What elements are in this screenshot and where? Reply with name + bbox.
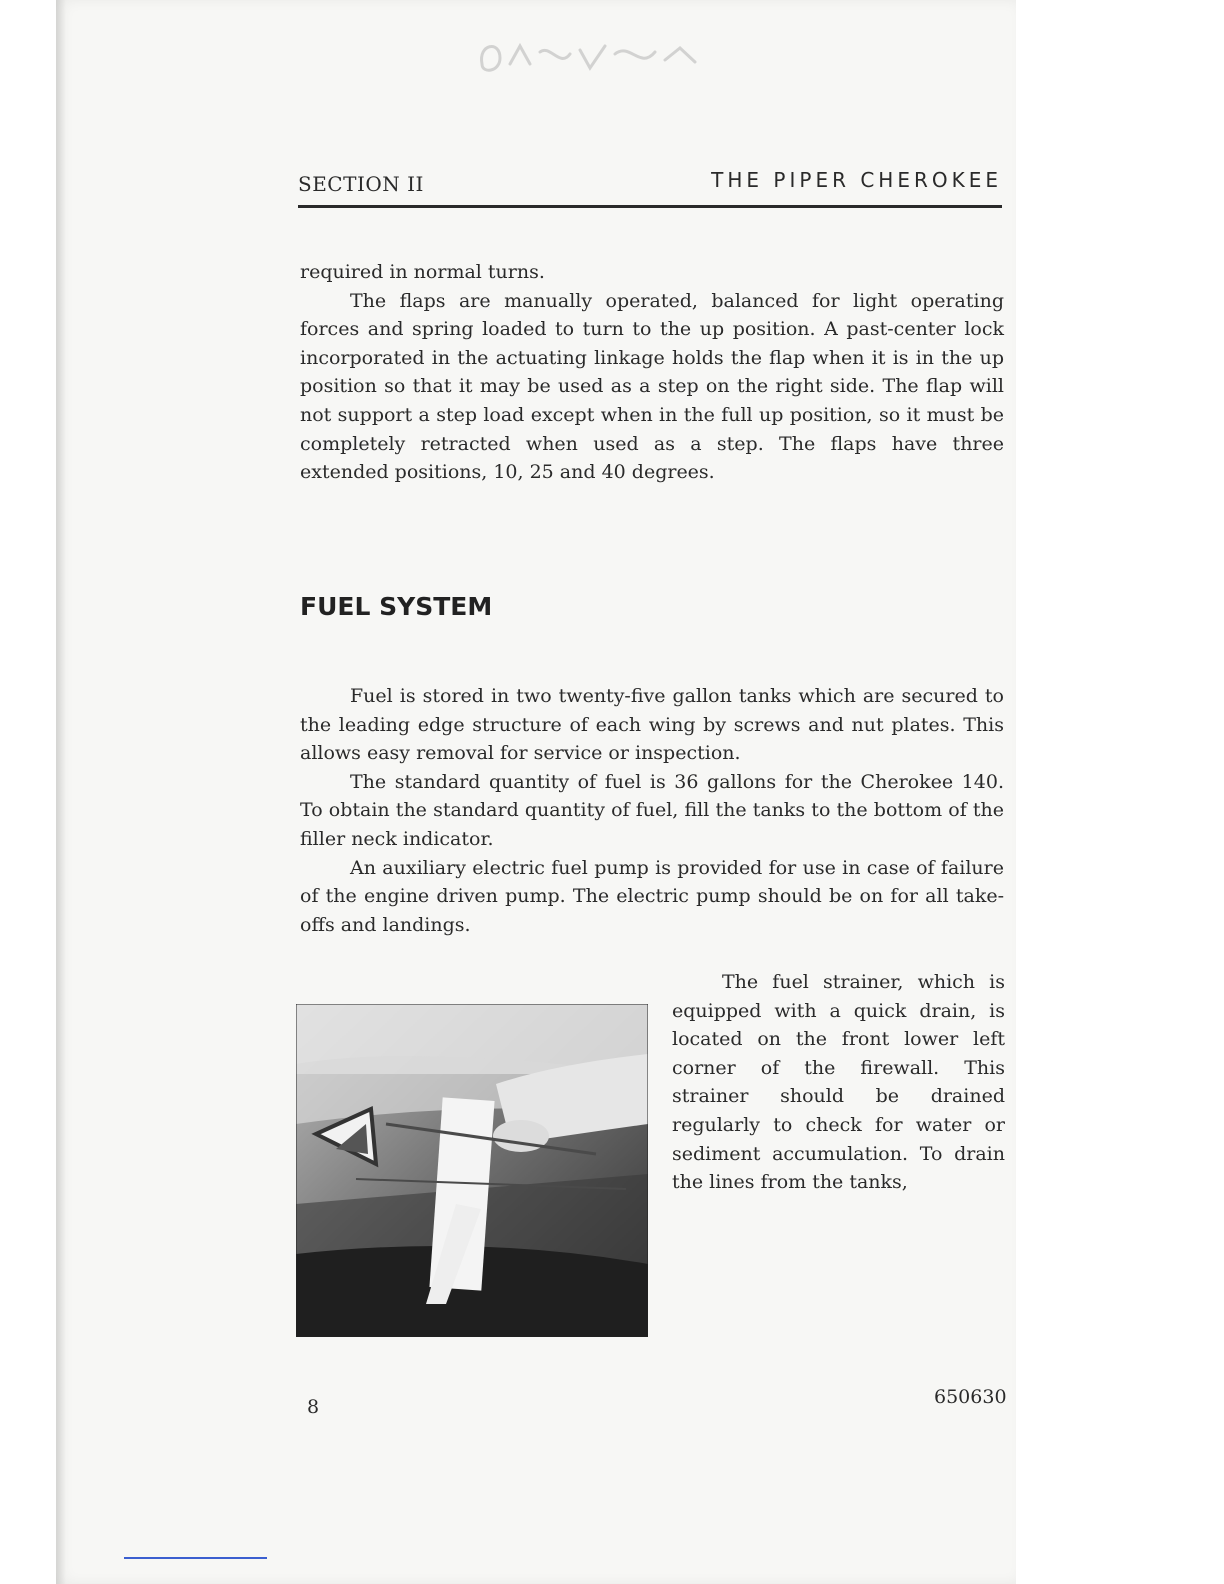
fuel-system-heading: FUEL SYSTEM — [300, 592, 493, 621]
header-rule — [298, 205, 1002, 208]
handwritten-stamp — [470, 24, 710, 84]
paragraph-continuation: required in normal turns. — [300, 261, 545, 283]
paragraph-fuel-pump: An auxiliary electric fuel pump is provided for use in case of failure of the engine driven pump. The electric pump should be on for all take-offs and landings. — [300, 856, 1004, 936]
section-label: SECTION II — [298, 172, 424, 196]
fuel-system-text — [300, 682, 1004, 939]
fuel-strainer-text: The fuel strainer, which is equipped with a quick drain, is located on the front lower left corner of the firewall. This strainer should be drained regularly to check for water or sediment accumulation. To drain the lines from the tanks, — [672, 971, 1005, 1194]
paragraph-fuel-quantity: The standard quantity of fuel is 36 gallons for the Cherokee 140. To obtain the standard quantity of fuel, fill the tanks to the bottom of the filler neck indicator. — [300, 770, 1004, 850]
paragraph-flaps: The flaps are manually operated, balanced for light operating forces and spring loaded to turn to the up position. A past-center lock incorporated in the actuating linkage holds the flap when it is in the up position so that it may be used as a step on the right side. The flap will not support a step load except when in the full up position, so it must be completely retracted when used as a step. The flaps have three extended positions, 10, 25 and 40 degrees. — [300, 289, 1004, 484]
page-header — [298, 168, 1002, 208]
manual-title: THE PIPER CHEROKEE — [711, 168, 1002, 192]
paragraph-fuel-tanks: Fuel is stored in two twenty-five gallon tanks which are secured to the leading edge structure of each wing by screws and nut plates. This allows easy removal for service or inspection. — [300, 685, 1004, 765]
fuel-strainer-photo — [296, 1004, 648, 1337]
scan-artifact-line — [124, 1557, 267, 1559]
page-number: 8 — [307, 1396, 320, 1418]
page-edge-shadow — [56, 0, 66, 1584]
paragraph-fuel-strainer — [672, 968, 1005, 1197]
flaps-text — [300, 258, 1004, 487]
document-number: 650630 — [934, 1386, 1007, 1408]
